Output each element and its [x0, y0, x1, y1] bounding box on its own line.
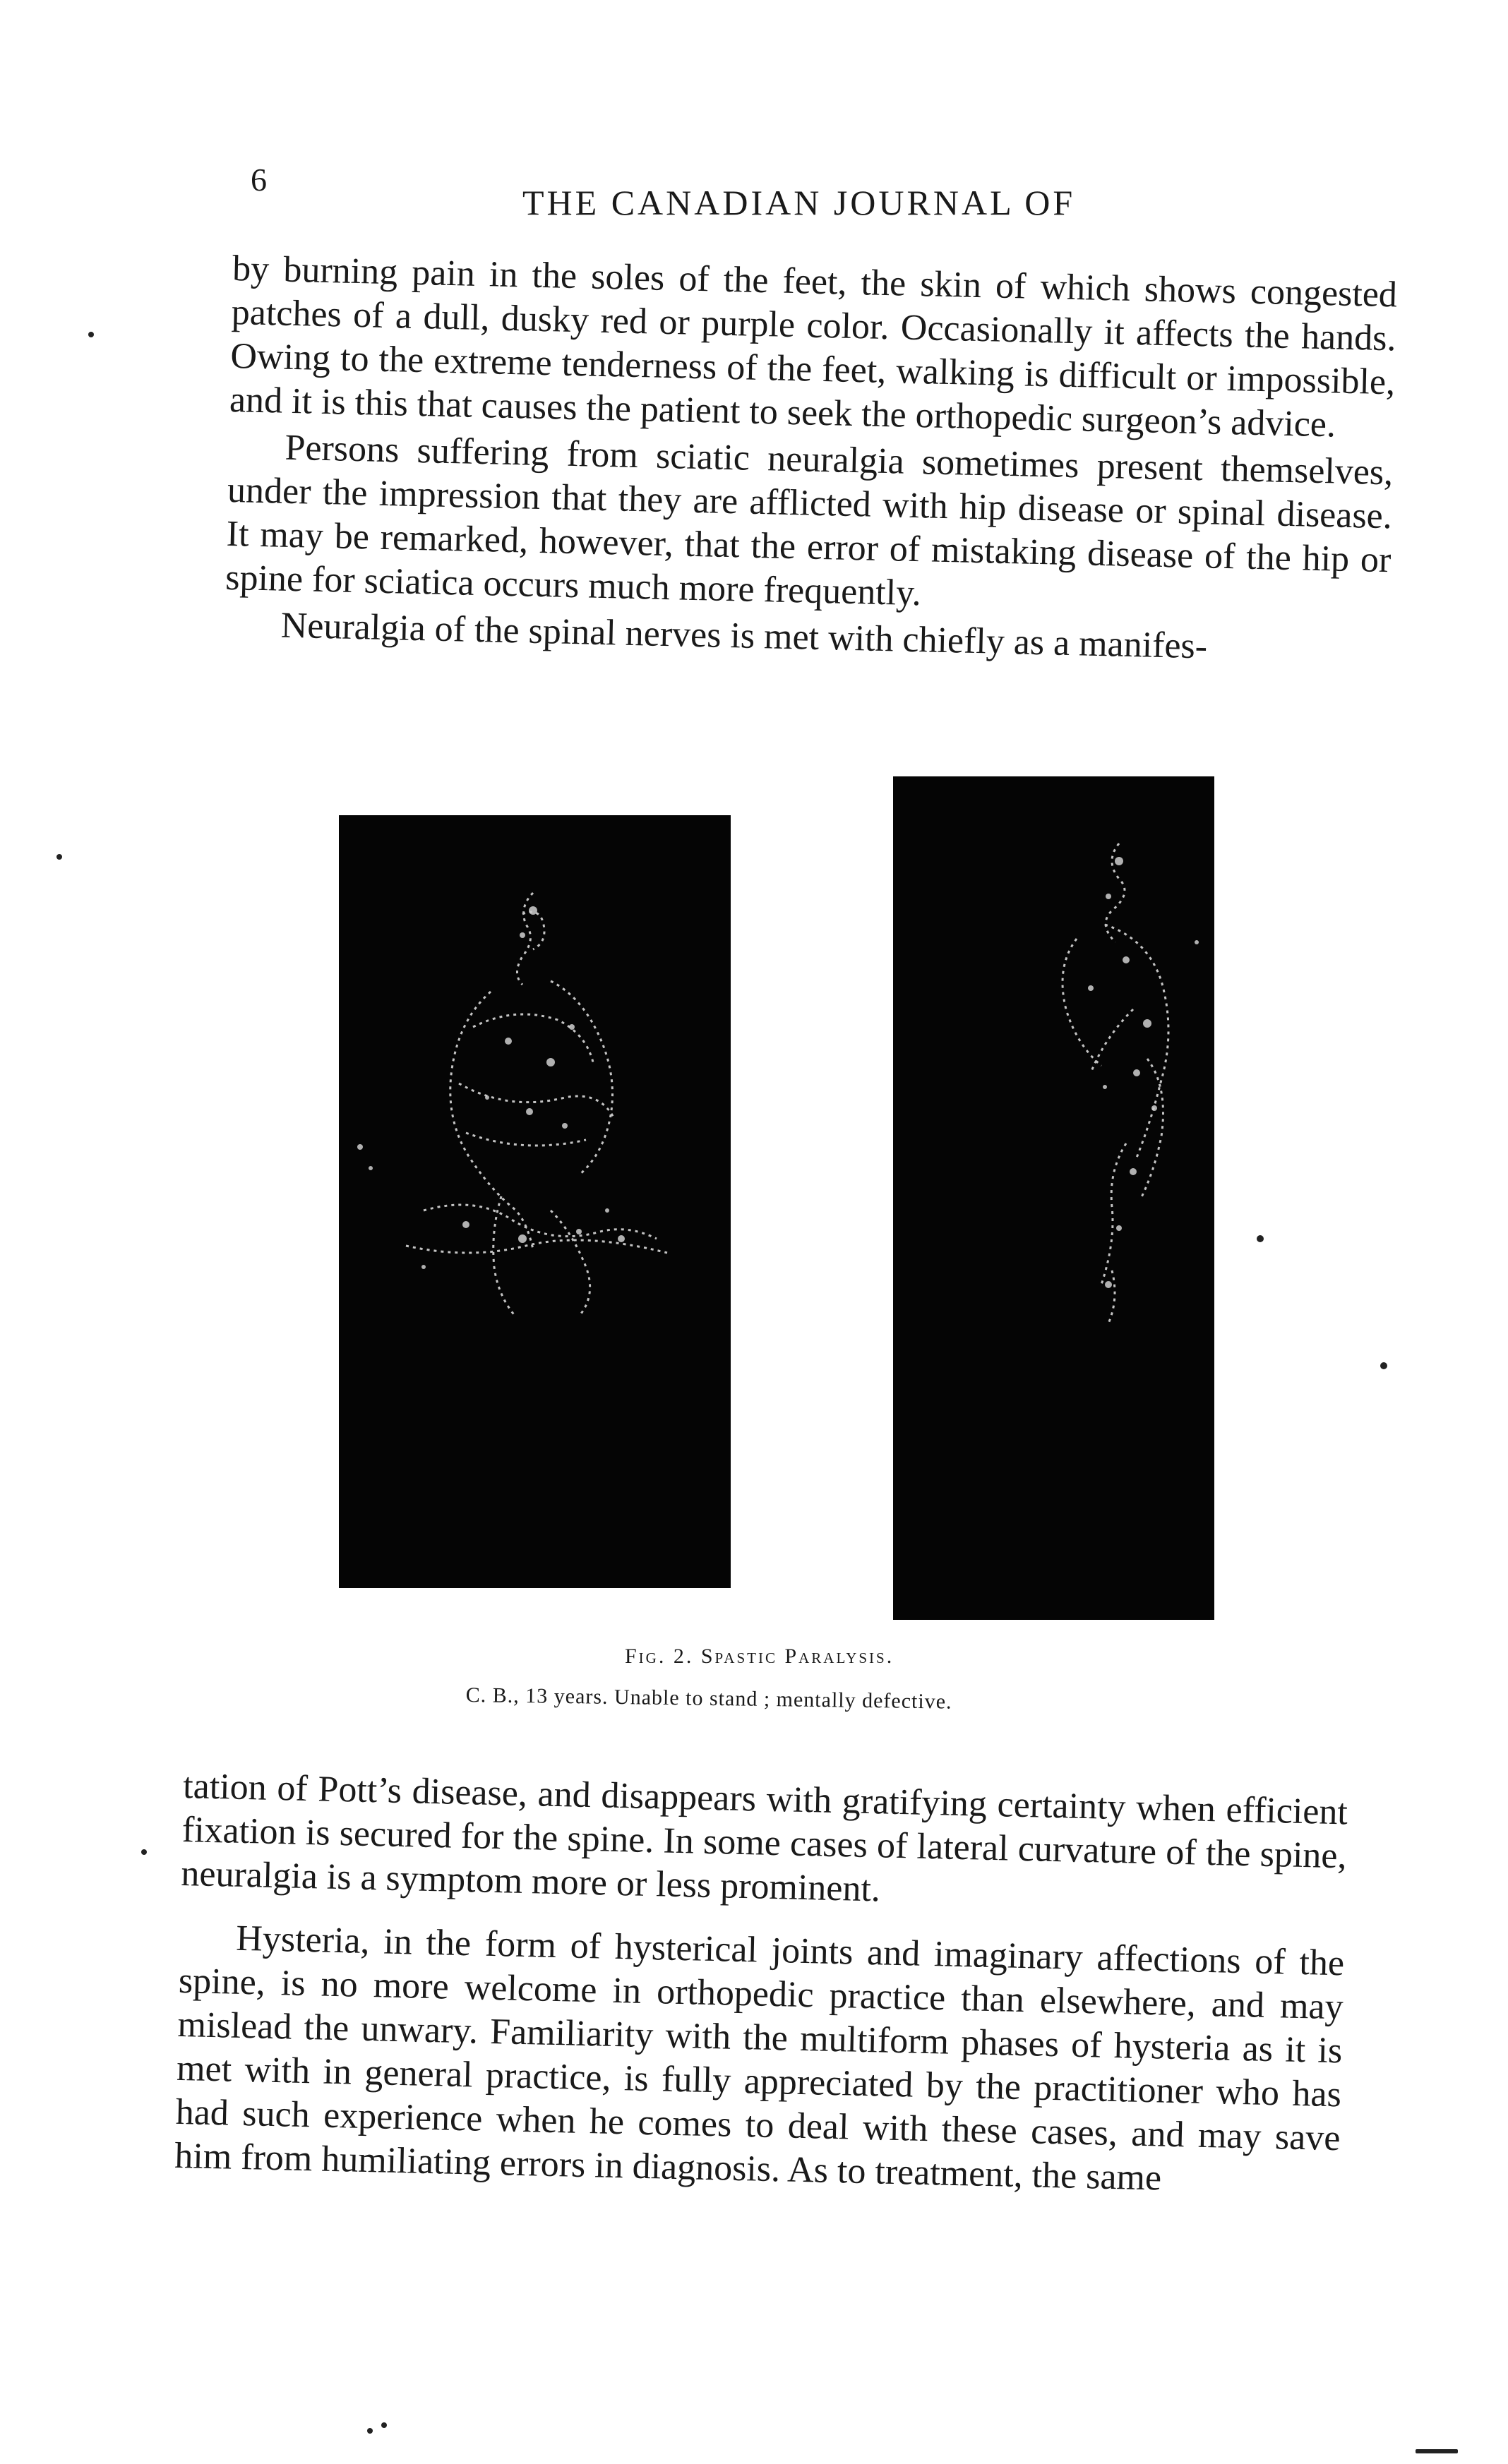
patient-photo-front — [339, 815, 731, 1588]
paragraph: Neuralgia of the spinal nerves is met with chiefly as a manifes- — [280, 605, 1208, 667]
scan-speck — [1257, 1235, 1264, 1242]
figure-photo-side — [893, 776, 1214, 1620]
paragraph: by burning pain in the soles of the feet, the skin of which shows congested patches of a dull, dusky red or purple color. Occasionally it affects the hands. Owing to the extreme tenderness of the feet, walking is difficult or impossible, and it is this that causes the patient to seek the orthopedic surgeon’s advice. — [229, 248, 1398, 445]
scan-speck — [381, 2422, 387, 2428]
scan-speck — [1416, 2449, 1458, 2453]
scan-speck — [56, 854, 62, 860]
text-block-bottom — [174, 1765, 1348, 2204]
scan-speck — [141, 1849, 147, 1855]
page-number: 6 — [251, 162, 267, 198]
paragraph: Hysteria, in the form of hysterical joints and imaginary affections of the spine, is no more welcome in orthopedic practice than elsewhere, and may mislead the unwary. Familiarity with the multiform phases of hysteria as it is met with in general practice, is fully appreciated by the practitioner who has had such experience when he comes to deal with these cases, and may save him from humiliating errors in diagnosis. As to treatment, the same — [174, 1918, 1345, 2199]
figure-photo-front — [339, 815, 731, 1588]
running-head: THE CANADIAN JOURNAL OF — [522, 183, 1076, 222]
scan-speck — [1380, 1362, 1387, 1369]
paragraph: Persons suffering from sciatic neuralgia sometimes present themselves, under the impression that they are afflicted with hip disease or spinal disease. It may be remarked, however, that the error of mistaking disease of the hip or spine for sciatica occurs much more frequently. — [225, 427, 1394, 614]
figure-caption-sub: C. B., 13 years. Unable to stand ; mentally defective. — [465, 1683, 952, 1714]
paragraph: tation of Pott’s disease, and disappears with gratifying certainty when efficient fixation is secured for the spine. In some cases of lateral curvature of the spine, neuralgia is a symptom more or less prominent. — [180, 1765, 1348, 1910]
scan-speck — [88, 332, 94, 337]
patient-photo-side — [893, 776, 1214, 1620]
scan-speck — [367, 2428, 373, 2434]
text-block-top — [224, 247, 1397, 673]
figure-caption-title: Fig. 2. Spastic Paralysis. — [625, 1645, 894, 1668]
